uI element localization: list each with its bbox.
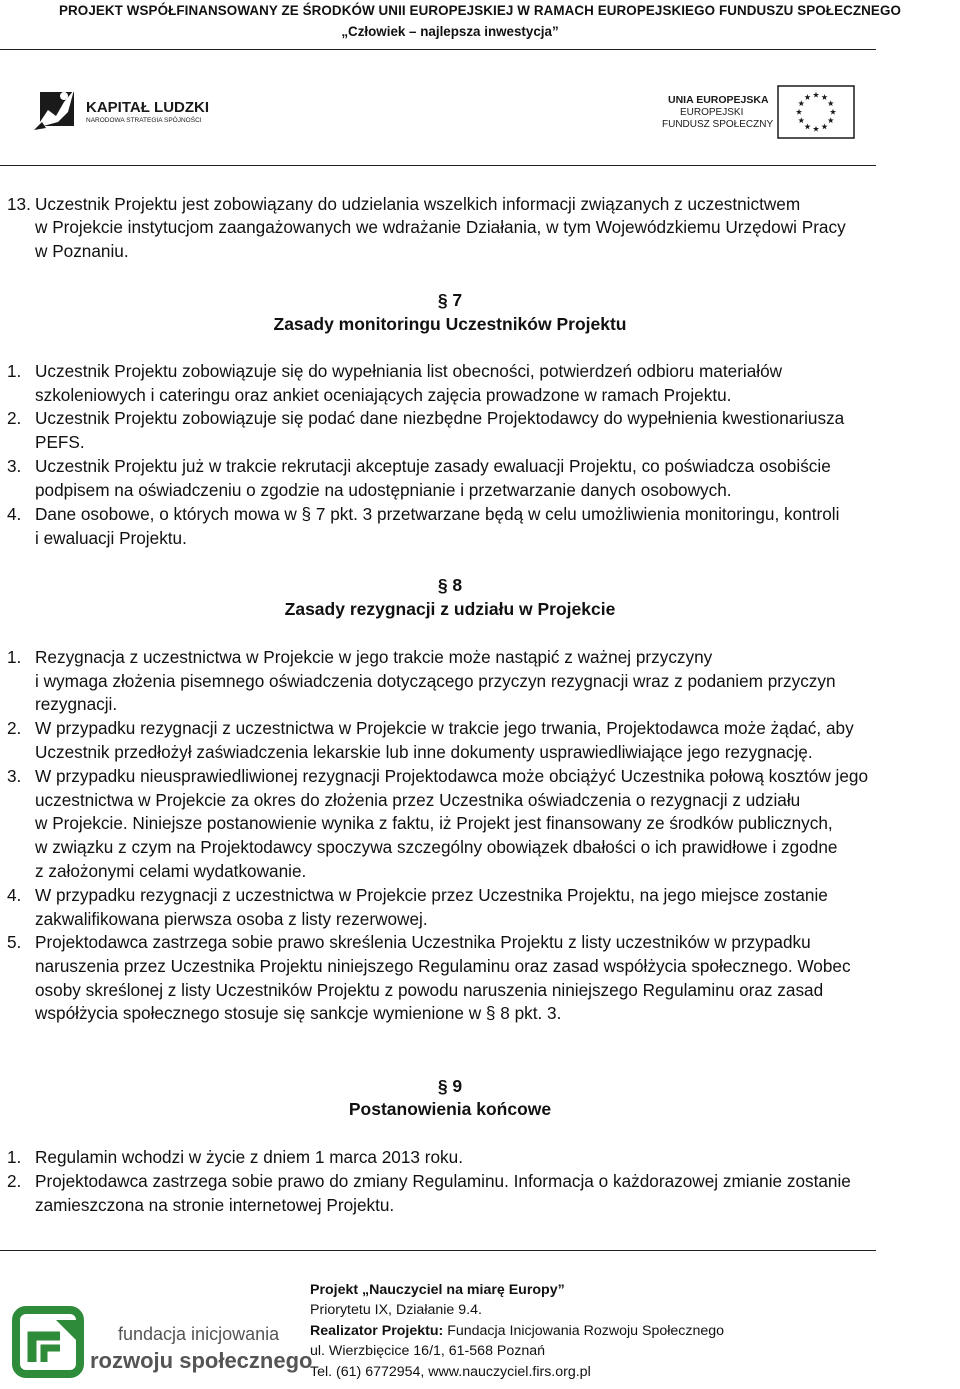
eu-star-icon: [821, 124, 827, 130]
eu-line-1: UNIA EUROPEJSKA: [668, 94, 769, 106]
s8-item-3-line-3: w Projekcie. Niniejsze postanowienie wynika z faktu, iż Projekt jest finansowany ze środków publicznych,: [35, 813, 833, 833]
kapital-ludzki-logo: [34, 84, 234, 134]
header-line-1: PROJEKT WSPÓŁFINANSOWANY ZE ŚRODKÓW UNII EUROPEJSKIEJ W RAMACH EUROPEJSKIEGO FUNDUSZU SPOŁECZNEGO: [59, 3, 901, 18]
s8-item-1-number: 1.: [7, 647, 22, 667]
eu-star-icon: [798, 117, 804, 123]
intro-line-3: w Poznaniu.: [35, 241, 129, 261]
s8-item-5-line-1: Projektodawca zastrzega sobie prawo skreślenia Uczestnika Projektu z listy uczestników w przypadku: [35, 932, 811, 952]
firs-emblem-icon: [16, 1310, 80, 1374]
section-8-symbol: § 8: [437, 575, 463, 595]
s8-item-4-number: 4.: [7, 885, 22, 905]
kl-subtitle: NARODOWA STRATEGIA SPÓJNOŚCI: [86, 117, 202, 124]
footer-realizator-value: Fundacja Inicjowania Rozwoju Społecznego: [447, 1322, 725, 1339]
eu-star-icon: [804, 94, 810, 100]
firs-line-1: fundacja inicjowania: [118, 1324, 280, 1344]
s8-item-3-number: 3.: [7, 766, 22, 786]
s7-item-1-number: 1.: [7, 361, 22, 381]
eu-star-icon: [813, 92, 819, 98]
eu-line-2: EUROPEJSKI: [680, 107, 744, 118]
s8-item-5-line-3: osoby skreślonej z listy Uczestników Projektu z powodu naruszenia niniejszego Regulaminu oraz zasad: [35, 980, 824, 1000]
section-7-title: Zasady monitoringu Uczestników Projektu: [273, 314, 627, 334]
s7-item-3-line-2: podpisem na oświadczeniu o zgodzie na udostępnianie i przetwarzanie danych osobowych.: [35, 480, 732, 500]
eu-star-icon: [828, 100, 834, 106]
s8-item-2-line-1: W przypadku rezygnacji z uczestnictwa w Projekcie w trakcie jego trwania, Projektodawca może żądać, aby: [35, 718, 854, 738]
footer-project: Projekt „Nauczyciel na miarę Europy”: [310, 1282, 565, 1298]
eu-logo: [660, 84, 860, 140]
eu-star-icon: [830, 109, 836, 115]
footer-rule: [0, 1250, 876, 1251]
firs-line-2: rozwoju społecznego: [90, 1348, 313, 1373]
header-rule: [0, 49, 876, 50]
footer-address: ul. Wierzbięcice 16/1, 61-568 Poznań: [310, 1343, 546, 1360]
s7-item-2-line-2: PEFS.: [35, 432, 85, 452]
s8-item-1-line-1: Rezygnacja z uczestnictwa w Projekcie w jego trakcie może nastąpić z ważnej przyczyny: [35, 647, 713, 667]
s8-item-3-line-5: z założonymi celami wydatkowanie.: [35, 861, 307, 881]
s9-item-2-number: 2.: [7, 1171, 22, 1191]
s8-item-5-number: 5.: [7, 932, 22, 952]
s8-item-5-line-2: naruszenia przez Uczestnika Projektu niniejszego Regulaminu oraz zasad współżycia społecznego. Wobec: [35, 956, 851, 976]
s8-item-2-line-2: Uczestnik przedłożył zaświadczenia lekarskie lub inne dokumenty usprawiedliwiające jego rezygnację.: [35, 742, 813, 762]
s8-item-1-line-2: i wymaga złożenia pisemnego oświadczenia dotyczącego przyczyn rezygnacji wraz z podaniem przyczyn: [35, 671, 836, 691]
eu-line-3: FUNDUSZ SPOŁECZNY: [662, 119, 774, 130]
intro-number: 13.: [7, 194, 31, 214]
s8-item-3-line-4: w związku z czym na Projektodawcy spoczywa szczególny obowiązek dbałości o ich prawidłowe i zgodne: [35, 837, 838, 857]
s9-item-1-line-1: Regulamin wchodzi w życie z dniem 1 marca 2013 roku.: [35, 1147, 463, 1167]
s7-item-4-line-1: Dane osobowe, o których mowa w § 7 pkt. 3 przetwarzane będą w celu umożliwienia monitoringu, kontroli: [35, 504, 840, 524]
footer-contact: Tel. (61) 6772954, www.nauczyciel.firs.org.pl: [310, 1363, 591, 1380]
s8-item-3-line-1: W przypadku nieusprawiedliwionej rezygnacji Projektodawca może obciążyć Uczestnika połową kosztów jego: [35, 766, 869, 786]
kapital-ludzki-emblem-icon: [34, 84, 234, 134]
eu-star-icon: [796, 109, 802, 115]
s7-item-1-line-2: szkoleniowych i cateringu oraz ankiet oceniających zajęcia prowadzone w ramach Projektu.: [35, 385, 732, 405]
s8-item-5-line-4: współżycia społecznego stosuje się sankcje wymienione w § 8 pkt. 3.: [35, 1003, 562, 1023]
eu-star-icon: [798, 100, 804, 106]
s8-item-3-line-2: uczestnictwa w Projekcie za okres do złożenia przez Uczestnika oświadczenia o rezygnacji z udziału: [35, 790, 801, 810]
s7-item-2-number: 2.: [7, 408, 22, 428]
footer-realizator-label: Realizator Projektu:: [310, 1322, 444, 1339]
section-9-symbol: § 9: [437, 1076, 463, 1096]
eu-flag-icon: [778, 86, 854, 138]
s7-item-1-line-1: Uczestnik Projektu zobowiązuje się do wypełniania list obecności, potwierdzeń odbioru materiałów: [35, 361, 783, 381]
firs-logo: [10, 1292, 313, 1384]
s7-item-2-line-1: Uczestnik Projektu zobowiązuje się podać dane niezbędne Projektodawcy do wypełnienia kwestionariusza: [35, 408, 845, 428]
eu-star-icon: [813, 126, 819, 132]
s7-item-4-line-2: i ewaluacji Projektu.: [35, 528, 187, 548]
footer-info: [310, 1280, 950, 1382]
s8-item-4-line-2: zakwalifikowana pierwsza osoba z listy rezerwowej.: [35, 909, 428, 929]
s9-item-2-line-1: Projektodawca zastrzega sobie prawo do zmiany Regulaminu. Informacja o każdorazowej zmianie zostanie: [35, 1171, 851, 1191]
header-line-2: „Człowiek – najlepsza inwestycja”: [341, 24, 559, 39]
kl-title: KAPITAŁ LUDZKI: [86, 99, 210, 116]
intro-line-1: Uczestnik Projektu jest zobowiązany do udzielania wszelkich informacji związanych z uczestnictwem: [35, 194, 801, 214]
s8-item-2-number: 2.: [7, 718, 22, 738]
footer-priority: Priorytetu IX, Działanie 9.4.: [310, 1302, 482, 1319]
section-8-title: Zasady rezygnacji z udziału w Projekcie: [284, 599, 616, 619]
intro-line-2: w Projekcie instytucjom zaangażowanych we wdrażanie Działania, w tym Wojewódzkiemu Urzędowi Pracy: [35, 217, 846, 237]
logo-rule: [0, 165, 876, 166]
s7-item-3-number: 3.: [7, 456, 22, 476]
eu-star-icon: [828, 117, 834, 123]
section-9-title: Postanowienia końcowe: [348, 1099, 552, 1119]
eu-star-icon: [821, 94, 827, 100]
eu-star-icon: [804, 124, 810, 130]
s9-item-2-line-2: zamieszczona na stronie internetowej Projektu.: [35, 1195, 395, 1215]
section-7-symbol: § 7: [437, 290, 463, 310]
s8-item-1-line-3: rezygnacji.: [35, 694, 118, 714]
footer-realizator: [310, 1321, 950, 1341]
s7-item-4-number: 4.: [7, 504, 22, 524]
s7-item-3-line-1: Uczestnik Projektu już w trakcie rekrutacji akceptuje zasady ewaluacji Projektu, co poświadcza osobiście: [35, 456, 831, 476]
s9-item-1-number: 1.: [7, 1147, 22, 1167]
s8-item-4-line-1: W przypadku rezygnacji z uczestnictwa w Projekcie przez Uczestnika Projektu, na jego miejsce zostanie: [35, 885, 828, 905]
